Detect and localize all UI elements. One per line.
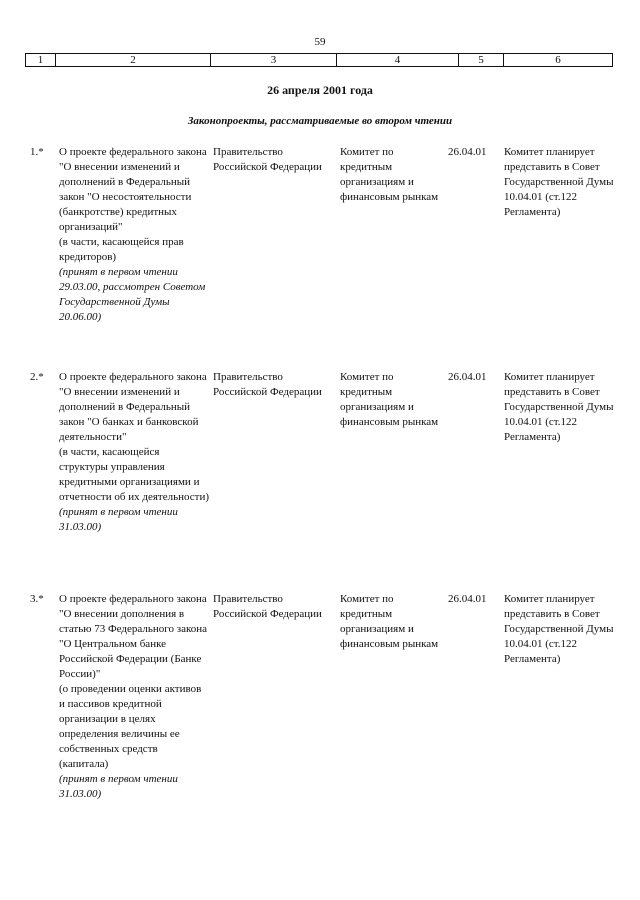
column-number-cell: 6 <box>555 54 561 66</box>
bill-stage: (принят в первом чтении 29.03.00, рассмотрен Советом Государственной Думы 20.06.00) <box>59 266 206 323</box>
bill-title: О проекте федерального закона "О внесении дополнения в статью 73 Федерального закона "О Центральном банке Российской Федерации (Банке России)" <box>59 593 208 680</box>
page-number: 59 <box>314 36 326 48</box>
responsible-committee: Комитет по кредитным организациям и финансовым рынкам <box>340 371 439 428</box>
date-heading: 26 апреля 2001 года <box>267 83 373 97</box>
bill-stage: (принят в первом чтении 31.03.00) <box>59 773 178 800</box>
item-note: Комитет планирует представить в Совет Государственной Думы 10.04.01 (ст.122 Регламента) <box>504 593 614 665</box>
bill-author: Правительство Российской Федерации <box>213 146 322 173</box>
column-number-cell: 3 <box>211 54 337 66</box>
review-date: 26.04.01 <box>448 593 487 605</box>
responsible-committee: Комитет по кредитным организациям и финансовым рынкам <box>340 593 439 650</box>
item-note: Комитет планирует представить в Совет Государственной Думы 10.04.01 (ст.122 Регламента) <box>504 146 614 218</box>
section-heading: Законопроекты, рассматриваемые во втором чтении <box>187 115 453 127</box>
column-number-cell: 2 <box>56 54 211 66</box>
bill-clarification: (в части, касающейся структуры управления кредитными организациями и отчетности об их деятельности) <box>59 446 209 503</box>
bill-description <box>59 145 209 325</box>
bill-description <box>59 592 209 802</box>
item-number: 1.* <box>30 146 44 158</box>
bill-clarification: (в части, касающейся прав кредиторов) <box>59 236 184 263</box>
bill-author: Правительство Российской Федерации <box>213 371 322 398</box>
column-number-cell: 5 <box>459 54 504 66</box>
item-note: Комитет планирует представить в Совет Государственной Думы 10.04.01 (ст.122 Регламента) <box>504 371 614 443</box>
column-number-header <box>25 53 613 67</box>
bill-author: Правительство Российской Федерации <box>213 593 322 620</box>
bill-description <box>59 370 209 535</box>
review-date: 26.04.01 <box>448 146 487 158</box>
column-number-cell: 1 <box>26 54 56 66</box>
review-date: 26.04.01 <box>448 371 487 383</box>
bill-title: О проекте федерального закона "О внесении изменений и дополнений в Федеральный закон "О банках и банковской деятельности" <box>59 371 207 443</box>
column-number-cell: 4 <box>337 54 459 66</box>
item-number: 2.* <box>30 371 44 383</box>
responsible-committee: Комитет по кредитным организациям и финансовым рынкам <box>340 146 439 203</box>
bill-stage: (принят в первом чтении 31.03.00) <box>59 506 178 533</box>
bill-clarification: (о проведении оценки активов и пассивов кредитной организации в целях определения величины ее собственных средств (капитала) <box>59 683 202 770</box>
item-number: 3.* <box>30 593 44 605</box>
bill-title: О проекте федерального закона "О внесении изменений и дополнений в Федеральный закон "О несостоятельности (банкротстве) кредитных организаций" <box>59 146 207 233</box>
